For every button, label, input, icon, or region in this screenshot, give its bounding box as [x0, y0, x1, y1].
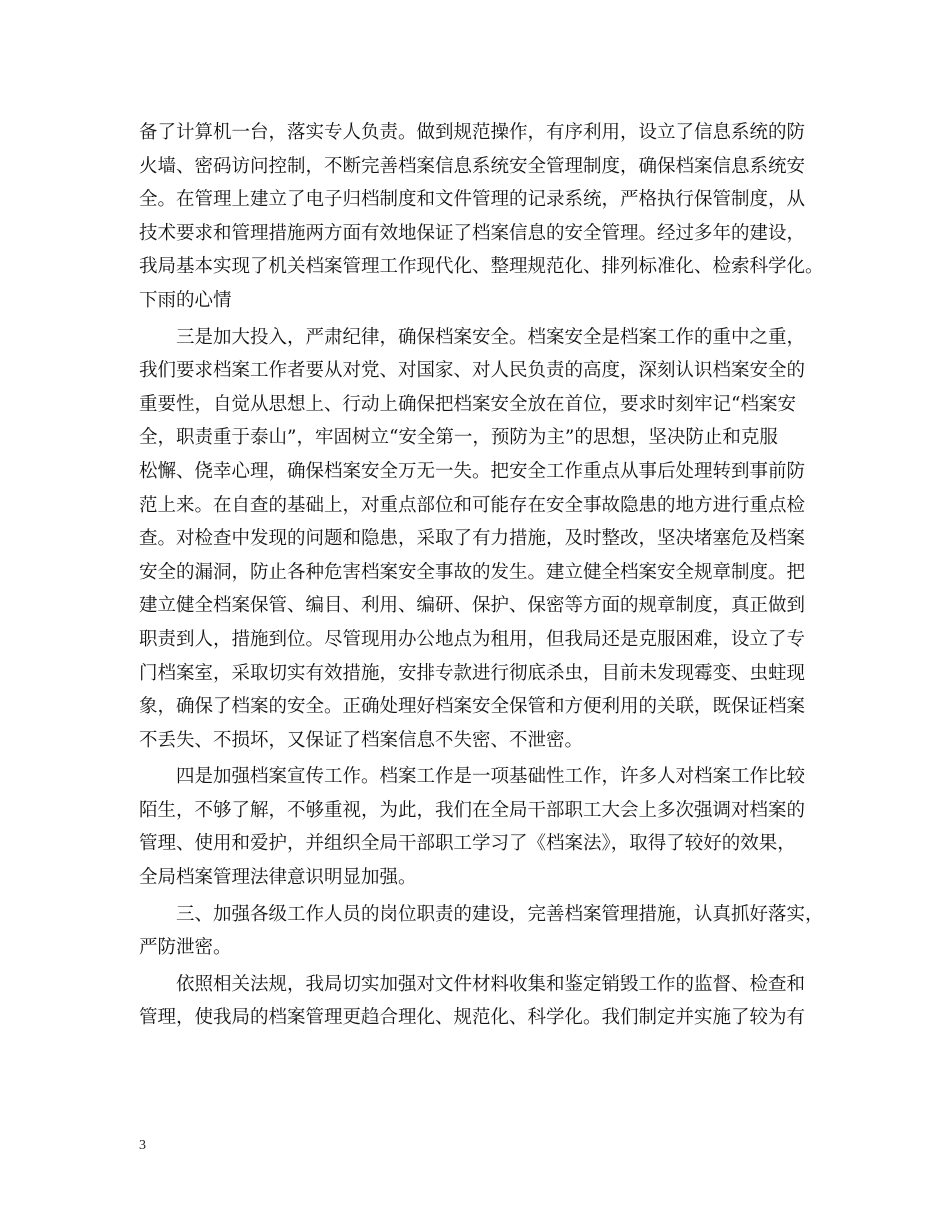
text-line: 严防泄密。 — [139, 937, 232, 959]
paragraph — [139, 116, 829, 318]
text-line: 技术要求和管理措施两方面有效地保证了档案信息的安全管理。经过多年的建设， — [139, 222, 806, 244]
text-line: 松懈、侥幸心理，确保档案安全万无一失。把安全工作重点从事后处理转到事前防 — [139, 460, 806, 482]
paragraph — [139, 321, 829, 758]
text-line: 依照相关法规，我局切实加强对文件材料收集和鉴定销毁工作的监督、检查和 — [176, 973, 806, 995]
text-line: 下雨的心情 — [139, 289, 232, 311]
text-line: 全局档案管理法律意识明显加强。 — [139, 867, 417, 889]
text-line: 全，职责重于泰山”，牢固树立“安全第一，预防为主”的思想，坚决防止和克服 — [139, 427, 778, 449]
text-line: 火墙、密码访问控制，不断完善档案信息系统安全管理制度，确保档案信息系统安 — [139, 155, 806, 177]
paragraph — [139, 760, 829, 894]
text-line: 四是加强档案宣传工作。档案工作是一项基础性工作，许多人对档案工作比较 — [176, 766, 806, 788]
text-line: 管理，使我局的档案管理更趋合理化、规范化、科学化。我们制定并实施了较为有 — [139, 1007, 806, 1029]
text-line: 三、加强各级工作人员的岗位职责的建设，完善档案管理措施，认真抓好落实， — [176, 903, 824, 925]
text-line: 管理、使用和爱护，并组织全局干部职工学习了《档案法》，取得了较好的效果， — [139, 833, 796, 855]
paragraph — [139, 898, 829, 965]
text-line: 备了计算机一台，落实专人负责。做到规范操作，有序利用，设立了信息系统的防 — [139, 122, 806, 143]
paragraph — [139, 968, 829, 1035]
text-line: 全。在管理上建立了电子归档制度和文件管理的记录系统，严格执行保管制度，从 — [139, 189, 806, 211]
text-line: 我局基本实现了机关档案管理工作现代化、整理规范化、排列标准化、检索科学化。 — [139, 256, 824, 278]
text-line: 查。对检查中发现的问题和隐患，采取了有力措施，及时整改，坚决堵塞危及档案 — [139, 528, 806, 550]
text-line: 安全的漏洞，防止各种危害档案安全事故的发生。建立健全档案安全规章制度。把 — [139, 561, 806, 583]
text-line: 门档案室，采取切实有效措施，安排专款进行彻底杀虫，目前未发现霉变、虫蛀现 — [139, 662, 806, 684]
text-line: 范上来。在自查的基础上，对重点部位和可能存在安全事故隐患的地方进行重点检 — [139, 494, 806, 516]
text-line: 重要性，自觉从思想上、行动上确保把档案安全放在首位，要求时刻牢记“档案安 — [139, 393, 796, 415]
text-line: 三是加大投入，严肃纪律，确保档案安全。档案安全是档案工作的重中之重， — [176, 326, 806, 348]
text-line: 我们要求档案工作者要从对党、对国家、对人民负责的高度，深刻认识档案安全的 — [139, 360, 806, 382]
text-line: 陌生，不够了解，不够重视，为此，我们在全局干部职工大会上多次强调对档案的 — [139, 799, 806, 821]
page-number: 3 — [139, 1138, 146, 1153]
text-line: 象，确保了档案的安全。正确处理好档案安全保管和方便利用的关联，既保证档案 — [139, 696, 806, 718]
text-line: 不丢失、不损坏，又保证了档案信息不失密、不泄密。 — [139, 729, 584, 751]
document-body — [139, 116, 829, 1035]
text-line: 建立健全档案保管、编目、利用、编研、保护、保密等方面的规章制度，真正做到 — [139, 595, 806, 617]
text-line: 职责到人，措施到位。尽管现用办公地点为租用，但我局还是克服困难，设立了专 — [139, 628, 806, 650]
